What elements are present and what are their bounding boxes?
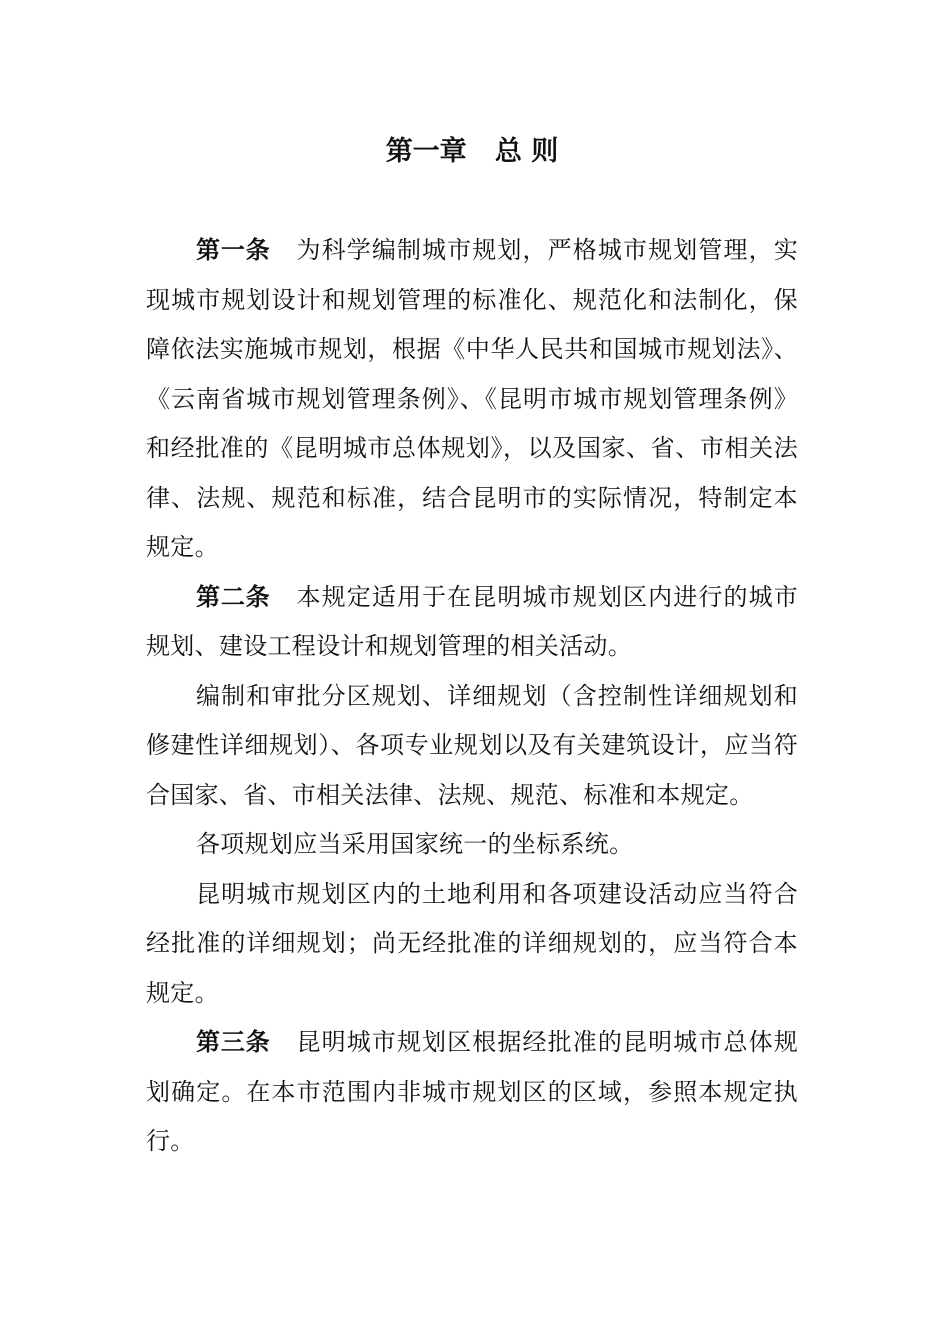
document-body (146, 226, 798, 1167)
paragraph-text: 本规定适用于在昆明城市规划区内进行的城市规划、建设工程设计和规划管理的相关活动。 (146, 582, 799, 660)
article-2-paragraph-2 (146, 672, 798, 821)
paragraph-text: 为科学编制城市规划，严格城市规划管理，实现城市规划设计和规划管理的标准化、规范化和法制化，保障依法实施城市规划，根据《中华人民共和国城市规划法》、《云南省城市规划管理条例》、《昆明市城市规划管理条例》和经批准的《昆明城市总体规划》，以及国家、省、市相关法律、法规、规范和标准，结合昆明市的实际情况，特制定本规定。 (146, 236, 799, 561)
article-2-paragraph (146, 573, 798, 672)
article-2-paragraph-4 (146, 870, 798, 1019)
paragraph-text: 各项规划应当采用国家统一的坐标系统。 (196, 830, 634, 858)
paragraph-text: 昆明城市规划区内的土地利用和各项建设活动应当符合经批准的详细规划；尚无经批准的详细规划的，应当符合本规定。 (146, 879, 798, 1007)
chapter-title: 第一章 总 则 (385, 136, 559, 167)
paragraph-text: 编制和审批分区规划、详细规划（含控制性详细规划和修建性详细规划）、各项专业规划以及有关建筑设计，应当符合国家、省、市相关法律、法规、规范、标准和本规定。 (146, 681, 798, 809)
article-label: 第二条 (196, 582, 271, 611)
article-label: 第一条 (196, 236, 271, 264)
article-label: 第三条 (196, 1028, 271, 1056)
paragraph-text: 昆明城市规划区根据经批准的昆明城市总体规划确定。在本市范围内非城市规划区的区域，参照本规定执行。 (146, 1028, 799, 1155)
article-2-paragraph-3 (146, 820, 798, 870)
article-1-paragraph (146, 226, 798, 573)
article-3-paragraph (146, 1018, 798, 1167)
